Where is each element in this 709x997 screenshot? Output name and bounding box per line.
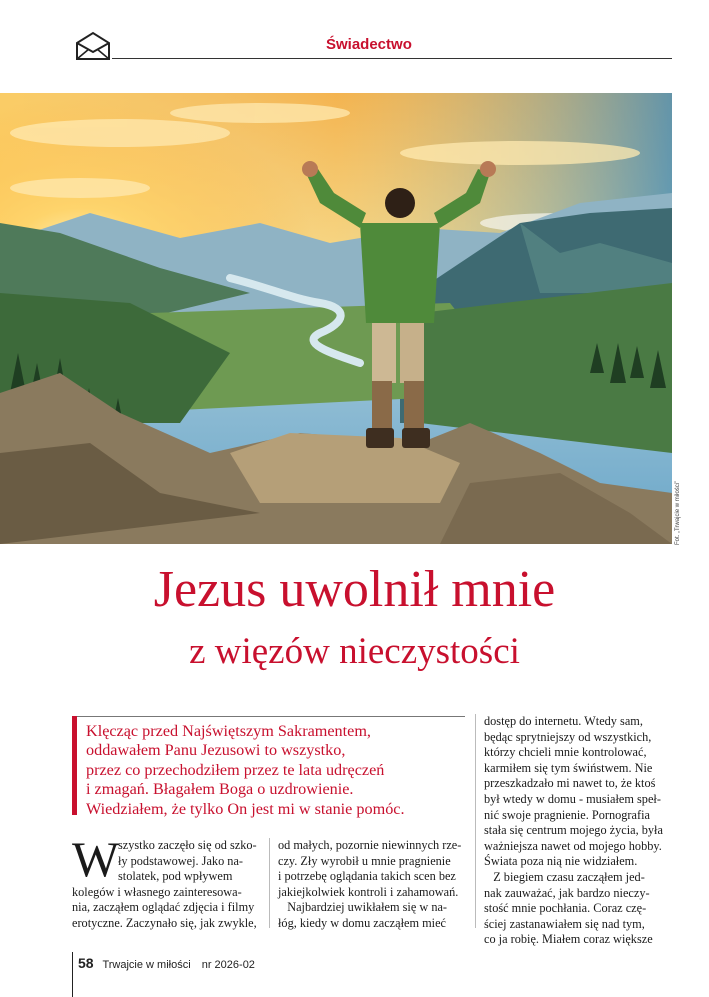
lead-line: Klęcząc przed Najświętszym Sakramentem, xyxy=(86,722,371,740)
body-line: nia, zacząłem oglądać zdjęcia i filmy xyxy=(72,900,255,915)
hero-image xyxy=(0,93,672,544)
body-line: nak zauważać, jak bardzo nieczy- xyxy=(484,885,650,900)
body-line: ściej zastanawiałem się nad tym, xyxy=(484,916,645,931)
body-line: stość mnie pochłania. Coraz czę- xyxy=(484,901,647,916)
body-line: co ja robię. Miałem coraz większe xyxy=(484,932,653,947)
lead-rule xyxy=(77,716,465,717)
lead-accent-bar xyxy=(72,716,77,815)
article-title: Jezus uwolnił mnie xyxy=(153,561,556,618)
header-rule xyxy=(112,58,672,59)
body-line: Z biegiem czasu zacząłem jed- xyxy=(484,869,645,884)
column-divider xyxy=(269,838,270,928)
body-line: ły podstawowej. Jako na- xyxy=(118,853,243,868)
lead-line: oddawałem Panu Jezusowi to wszystko, xyxy=(86,741,346,760)
body-line: dostęp do internetu. Wtedy sam, xyxy=(484,714,643,728)
article-subtitle: z więzów nieczystości xyxy=(189,631,520,672)
body-column-1 xyxy=(72,831,260,932)
envelope-icon xyxy=(74,30,112,62)
body-line: ważniejsza nawet od mojego hobby. xyxy=(484,838,662,853)
issue-number: nr 2026-02 xyxy=(201,959,255,971)
lead-line: Wiedziałem, że tylko On jest mi w stanie pomóc. xyxy=(86,799,405,818)
lead-line: i zmagań. Błagałem Boga o uzdrowienie. xyxy=(86,780,354,799)
magazine-name: Trwajcie w miłości xyxy=(102,959,191,971)
body-line: szystko zaczęło się od szko- xyxy=(118,838,257,852)
body-line: którzy chcieli mnie kontrolować, xyxy=(484,745,647,760)
body-line: był wtedy w domu - musiałem speł- xyxy=(484,791,661,806)
body-line: przeszkadzało mi nawet to, że ktoś xyxy=(484,776,656,791)
body-line: będąc sprytniejszy od wszystkich, xyxy=(484,729,652,744)
body-line: jakiejkolwiek kontroli i zahamowań. xyxy=(278,884,459,899)
body-line: łóg, kiedy w domu zacząłem mieć xyxy=(278,915,446,930)
body-column-3 xyxy=(484,714,670,948)
body-column-2 xyxy=(278,838,466,932)
body-line: Najbardziej uwikłałem się w na- xyxy=(278,900,448,915)
body-line: czy. Zły wyrobił u mnie pragnienie xyxy=(278,853,451,868)
body-line: kolegów i własnego zainteresowa- xyxy=(72,884,242,899)
drop-cap: W xyxy=(72,831,120,887)
lead-paragraph xyxy=(86,722,466,819)
body-line: karmiłem się tym świństwem. Nie xyxy=(484,760,653,775)
lead-line: przez co przechodziłem przez te lata udręczeń xyxy=(86,760,385,779)
body-line: stolatek, pod wpływem xyxy=(118,869,233,884)
page-footer xyxy=(78,955,255,971)
section-label: Świadectwo xyxy=(326,36,412,53)
body-line: stała się centrum mojego życia, była xyxy=(484,823,663,838)
body-line: erotyczne. Zaczynało się, jak zwykle, xyxy=(72,915,257,930)
body-line: od małych, pozornie niewinnych rze- xyxy=(278,838,462,852)
column-divider xyxy=(475,714,476,928)
page-number: 58 xyxy=(78,955,94,971)
body-line: nić swoje pragnienie. Pornografia xyxy=(484,807,650,822)
body-line: Świata poza nią nie widziałem. xyxy=(484,854,638,869)
footer-bar xyxy=(72,952,73,997)
body-line: i potrzebę oglądania takich scen bez xyxy=(278,869,456,884)
